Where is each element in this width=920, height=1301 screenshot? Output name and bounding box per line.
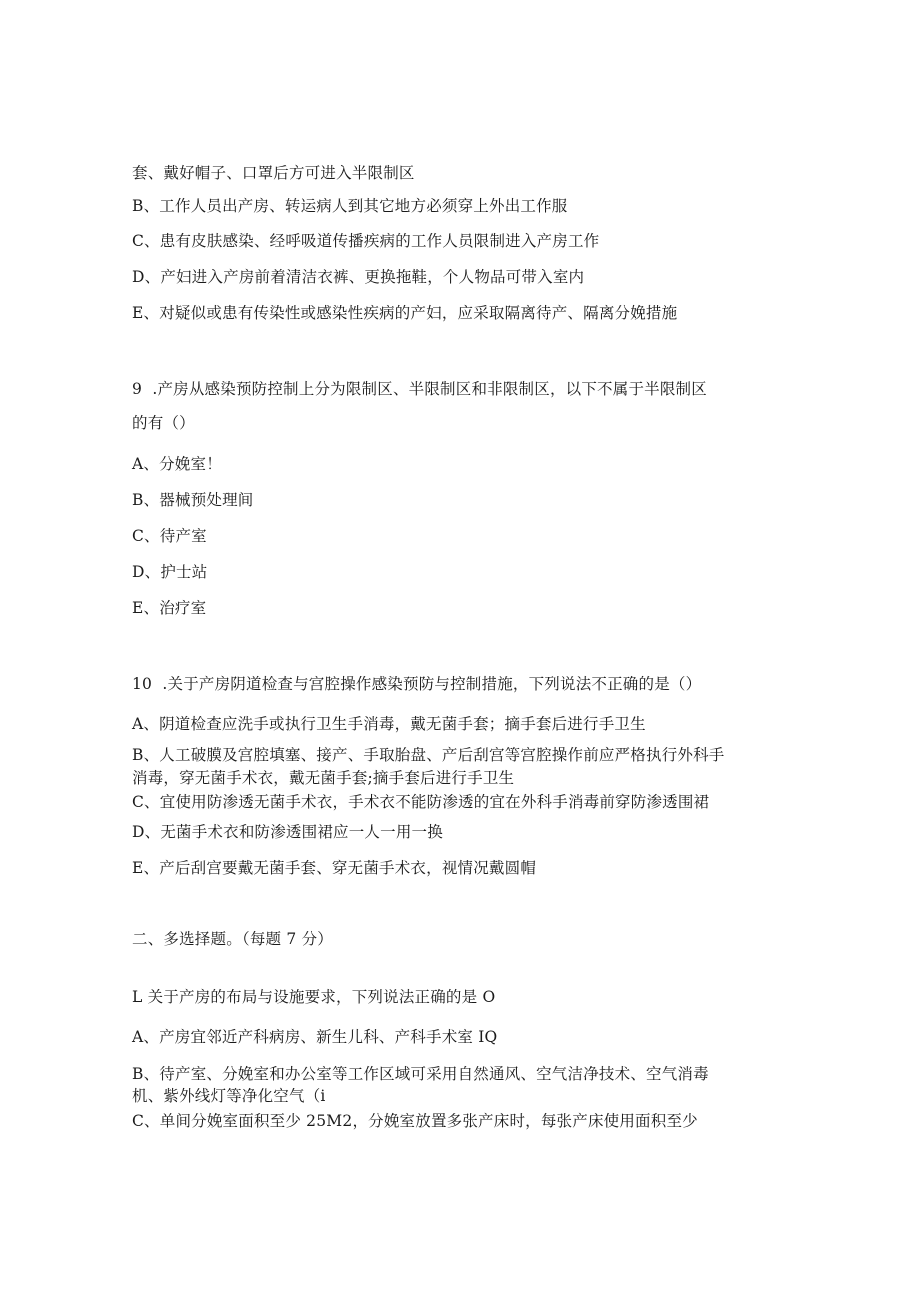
- q8-option-c: C、患有皮肤感染、经呼吸道传播疾病的工作人员限制进入产房工作: [132, 232, 600, 250]
- q10-option-c: C、宜使用防渗透无菌手术衣，手术衣不能防渗透的宜在外科手消毒前穿防渗透围裙: [132, 793, 710, 811]
- q10-option-b-line2: 消毒，穿无菌手术衣，戴无菌手套;摘手套后进行手卫生: [132, 769, 515, 787]
- mq1-option-b-line2: 机、紫外线灯等净化空气（i: [132, 1087, 326, 1105]
- q10-option-e: E、产后刮宫要戴无菌手套、穿无菌手术衣，视情况戴圆帽: [132, 859, 537, 877]
- mq1-stem: L 关于产房的布局与设施要求，下列说法正确的是 O: [132, 988, 496, 1006]
- q10-option-b-line1: B、人工破膜及宫腔填塞、接产、手取胎盘、产后刮宫等宫腔操作前应严格执行外科手: [132, 746, 725, 764]
- q8-option-e: E、对疑似或患有传染性或感染性疾病的产妇，应采取隔离待产、隔离分娩措施: [132, 304, 678, 322]
- mq1-option-a: A、产房宜邻近产科病房、新生儿科、产科手术室 IQ: [132, 1028, 498, 1046]
- q8-option-d: D、产妇进入产房前着清洁衣裤、更换拖鞋，个人物品可带入室内: [132, 268, 585, 286]
- q9-option-b: B、器械预处理间: [132, 491, 254, 509]
- q9-option-a: A、分娩室！: [132, 455, 222, 473]
- q9-option-d: D、护士站: [132, 563, 208, 581]
- mq1-option-b-line1: B、待产室、分娩室和办公室等工作区域可采用自然通风、空气洁净技术、空气消毒: [132, 1065, 709, 1083]
- q8-continued-text: 套、戴好帽子、口罩后方可进入半限制区: [132, 164, 415, 182]
- mq1-option-c: C、单间分娩室面积至少 25M2，分娩室放置多张产床时，每张产床使用面积至少: [132, 1112, 698, 1130]
- q10-option-d: D、无菌手术衣和防渗透围裙应一人一用一换: [132, 823, 443, 841]
- q10-stem: 10 .关于产房阴道检查与宫腔操作感染预防与控制措施，下列说法不正确的是（）: [132, 675, 702, 693]
- q8-option-b: B、工作人员出产房、转运病人到其它地方必须穿上外出工作服: [132, 197, 568, 215]
- q10-option-a: A、阴道检查应洗手或执行卫生手消毒，戴无菌手套；摘手套后进行手卫生: [132, 715, 646, 733]
- section-2-heading: 二、多选择题。（每题 7 分）: [132, 930, 333, 948]
- q9-option-c: C、待产室: [132, 527, 207, 545]
- q9-stem-line1: 9 .产房从感染预防控制上分为限制区、半限制区和非限制区，以下不属于半限制区: [132, 380, 707, 398]
- q9-stem-line2: 的有（）: [132, 414, 195, 432]
- q9-option-e: E、治疗室: [132, 599, 207, 617]
